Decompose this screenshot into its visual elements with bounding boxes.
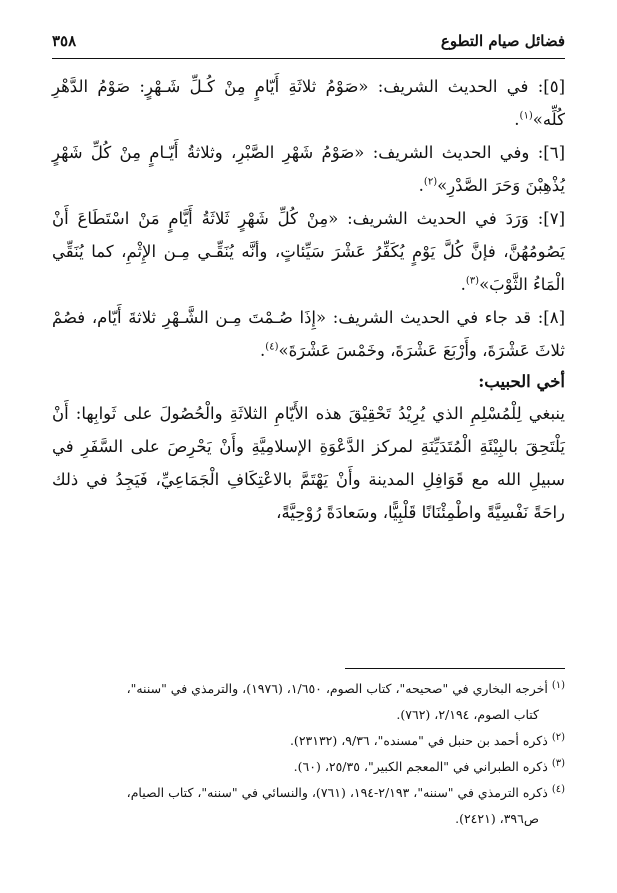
paragraph-5 xyxy=(52,70,565,136)
paragraph-end: . xyxy=(514,110,520,129)
paragraph-end: . xyxy=(260,341,266,360)
footnote-1 xyxy=(52,676,565,728)
footnote-3 xyxy=(52,754,565,780)
footnotes xyxy=(52,676,565,832)
paragraph-text: وفي الحديث الشريف: «صَوْمُ شَهْرِ الصَّبْرِ، وثلاثةُ أَيّـامٍ مِنْ كُلِّ شَهْرٍ يُذْهِبْنَ وَحَرَ الصَّدْرِ» xyxy=(52,143,565,195)
paragraph-text: وَرَدَ في الحديث الشريف: «مِنْ كُلِّ شَهْرٍ ثَلاثَةُ أَيَّامٍ مَنْ اسْتَطَاعَ أَنْ يَصُومُهُنَّ، فإنَّ كُلَّ يَوْمٍ يُكَفِّرُ عَشْرَ سَيِّئاتٍ، وأنَّه يُنَقِّـي مِـن الإِثْمِ، كما يُنَقِّي الْمَاءُ الثَّوْبَ» xyxy=(52,209,565,294)
footnote-2 xyxy=(52,728,565,754)
footnote-continuation: كتاب الصوم، ٢/١٩٤، (٧٦٢). xyxy=(396,707,539,722)
footnote-number: (٣) xyxy=(551,757,565,769)
footnote-number: (١) xyxy=(551,679,565,691)
footnote-ref: (٤) xyxy=(265,341,279,353)
section-paragraph: ينبغي لِلْمُسْلِمِ الذي يُرِيْدُ تَحْقِيْقَ هذه الأَيّامِ الثلاثَةِ والْحُصُولَ على ثَوابِها: أَنْ يَلْتَحِقَ بالبِيْئَةِ الْمُتَدَيِّنَةِ لمركز الدَّعْوَةِ الإسلامِيَّةِ وأَنْ يَحْرِصَ على السَّفَرِ في سبيلِ الله مع قَوَافِلِ المدينة وأَنْ يَهْتَمَّ بالاعْتِكَافِ الْجَمَاعِيِّ، فَيَجِدُ في ذلك راحَةً نَفْسِيَّةً واطْمِئْنَانًا قَلْبِيًّا، وسَعادَةً رُوْحِيَّةً، xyxy=(52,404,565,522)
footnote-text: ذكره أحمد بن حنبل في "مسنده"، ٩/٣٦، (٢٣١٣٢). xyxy=(289,733,548,748)
main-text xyxy=(52,70,565,529)
running-title: فضائل صيام التطوع xyxy=(440,32,565,50)
paragraph-number: [٦]: xyxy=(537,143,565,162)
footnote-ref: (٣) xyxy=(465,275,480,287)
paragraph-number: [٧]: xyxy=(537,209,566,228)
paragraph-6 xyxy=(52,136,565,202)
footnote-text: أخرجه البخاري في "صحيحه"، كتاب الصوم، ١/٦٥٠، (١٩٧٦)، والترمذي في "سننه"، xyxy=(126,681,548,696)
paragraph-number: [٥]: xyxy=(537,77,566,96)
footnote-text: ذكره الترمذي في "سننه"، ٢/١٩٣-١٩٤، (٧٦١)، والنسائي في "سننه"، كتاب الصيام، xyxy=(126,785,548,800)
footnote-number: (٤) xyxy=(551,783,565,795)
footnote-text: ذكره الطبراني في "المعجم الكبير"، ٢٥/٣٥، (٦٠). xyxy=(293,759,548,774)
header-rule xyxy=(52,58,565,59)
paragraph-text: في الحديث الشريف: «صَوْمُ ثلاثَةِ أَيّامٍ مِنْ كُـلِّ شَـهْرٍ: صَوْمُ الدَّهْرِ كُلِّه» xyxy=(52,77,565,129)
paragraph-end: . xyxy=(460,275,466,294)
paragraph-end: . xyxy=(418,176,424,195)
footnote-number: (٢) xyxy=(551,731,565,743)
footnote-continuation: ص٣٩٦، (٢٤٢١). xyxy=(455,811,539,826)
footnote-ref: (١) xyxy=(519,110,533,122)
footnote-rule xyxy=(345,668,565,669)
paragraph-text: قد جاء في الحديث الشريف: «إِذَا صُـمْتَ مِـن الشَّـهْرِ ثلاثةَ أَيّام، فصُمْ ثلاثَ عَشْرَةَ، وأَرْبَعَ عَشْرَةَ، وخَمْسَ عَشْرَةَ» xyxy=(52,308,565,360)
paragraph-7 xyxy=(52,202,565,301)
section-heading: أخي الحبيب: xyxy=(478,372,565,391)
paragraph-number: [٨]: xyxy=(537,308,565,327)
footnote-ref: (٢) xyxy=(423,176,438,188)
footnote-4 xyxy=(52,780,565,832)
page-number: ٣٥٨ xyxy=(52,32,77,50)
paragraph-8 xyxy=(52,301,565,367)
page-header xyxy=(52,28,565,54)
